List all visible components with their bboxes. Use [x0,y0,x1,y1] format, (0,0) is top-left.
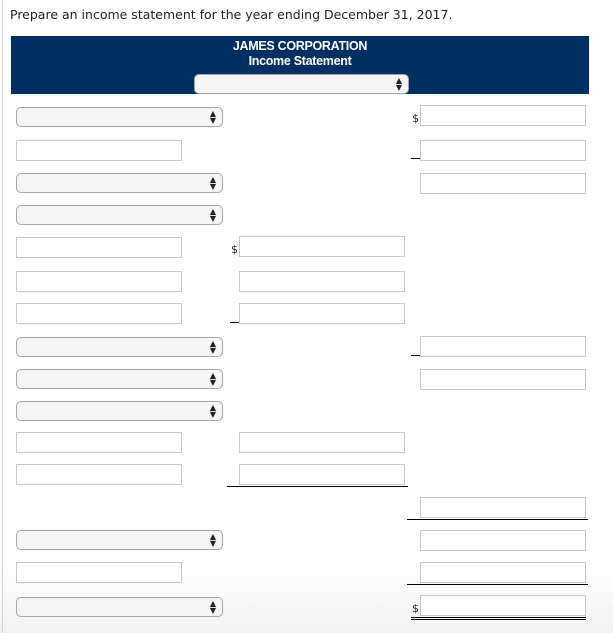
row-9-right-amount-input[interactable] [420,369,586,390]
double-underline-top [411,617,586,618]
dollar-sign: $ [231,243,238,256]
instruction-text: Prepare an income statement for the year ending December 31, 2017. [10,7,453,22]
row-13-right-amount-input[interactable] [420,497,586,518]
row-8-right-amount-input[interactable] [420,336,586,357]
row-14-label-select[interactable] [16,530,223,550]
company-name: JAMES CORPORATION [232,39,368,53]
row-5-label-input[interactable] [16,237,182,258]
row-11-label-input[interactable] [16,432,182,453]
select-arrows-icon: ▲ ▼ [209,109,216,125]
dollar-sign: $ [412,602,419,615]
select-arrows-icon: ▲ ▼ [209,175,216,191]
row-16-label-select[interactable] [16,597,223,617]
row-3-right-amount-input[interactable] [420,173,586,194]
subtotal-underline [407,584,588,585]
subtotal-underline [407,519,588,520]
select-arrows-icon: ▲ ▼ [209,371,216,387]
select-arrows-icon: ▲ ▼ [209,339,216,355]
select-arrows-icon: ▲ ▼ [395,76,402,92]
row-8-label-select[interactable] [16,337,223,357]
statement-title: Income Statement [248,54,352,68]
subtract-marker [230,322,239,323]
period-select[interactable] [194,74,409,94]
row-12-label-input[interactable] [16,464,182,485]
row-6-mid-amount-input[interactable] [239,271,405,292]
subtract-marker [411,158,420,159]
row-1-right-amount-input[interactable] [420,105,586,126]
row-15-label-input[interactable] [16,562,182,583]
double-underline-bottom [411,619,586,620]
subtotal-underline [227,486,408,487]
select-arrows-icon: ▲ ▼ [209,403,216,419]
row-6-label-input[interactable] [16,271,182,292]
row-15-right-amount-input[interactable] [420,562,586,583]
row-12-mid-amount-input[interactable] [239,464,405,485]
row-3-label-select[interactable] [16,173,223,193]
row-7-mid-amount-input[interactable] [239,303,405,324]
row-10-label-select[interactable] [16,401,223,421]
row-14-right-amount-input[interactable] [420,530,586,551]
row-5-mid-amount-input[interactable] [239,236,405,257]
net-income-amount-input[interactable] [420,595,586,616]
row-4-label-select[interactable] [16,205,223,225]
dollar-sign: $ [412,112,419,125]
row-2-label-input[interactable] [16,140,182,161]
select-arrows-icon: ▲ ▼ [209,599,216,615]
subtract-marker [411,355,420,356]
row-7-label-input[interactable] [16,303,182,324]
select-arrows-icon: ▲ ▼ [209,532,216,548]
row-9-label-select[interactable] [16,369,223,389]
page-left-border [2,0,3,633]
row-1-label-select[interactable] [16,107,223,127]
row-11-mid-amount-input[interactable] [239,432,405,453]
select-arrows-icon: ▲ ▼ [209,207,216,223]
row-2-right-amount-input[interactable] [420,140,586,161]
